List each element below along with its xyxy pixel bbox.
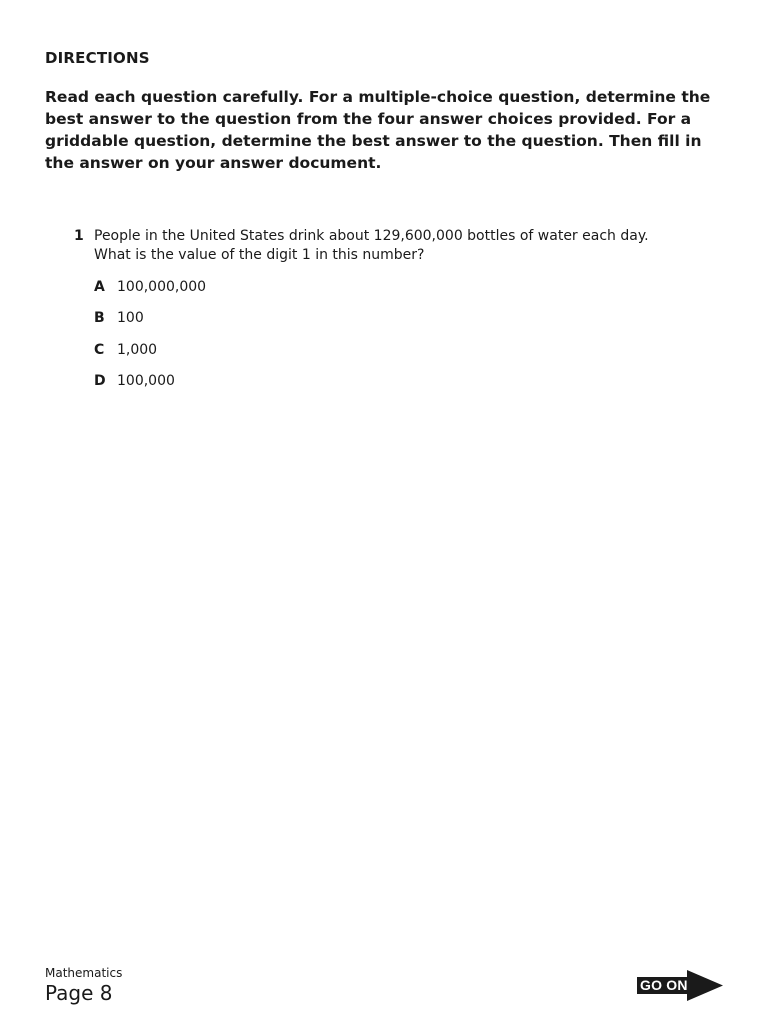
choice-letter: C [94, 341, 105, 358]
answer-choice-d[interactable] [94, 373, 206, 404]
go-on-arrow [635, 970, 723, 1001]
question-text [94, 227, 714, 265]
go-on-label: GO ON [637, 977, 691, 994]
directions-text: Read each question carefully. For a multiple-choice question, determine the best answer to the question from the four answer choices provided. For a griddable question, determine the best answer to the question. Then fill in the answer on your answer document. [45, 88, 711, 172]
choice-letter: B [94, 310, 105, 327]
choice-text: 1,000 [117, 341, 158, 358]
answer-choice-a[interactable] [94, 279, 206, 310]
footer-subject: Mathematics [45, 966, 123, 980]
answer-choice-c[interactable] [94, 342, 206, 373]
answer-choice-b[interactable] [94, 310, 206, 341]
choice-text: 100 [117, 310, 144, 327]
answer-choices [94, 279, 206, 404]
choice-text: 100,000,000 [117, 279, 207, 295]
choice-text: 100,000 [117, 372, 175, 389]
choice-letter: A [94, 279, 105, 295]
directions-heading: DIRECTIONS [45, 49, 150, 67]
question-text-line-2: What is the value of the digit 1 in this number? [94, 247, 425, 263]
footer-page-number: Page 8 [45, 981, 113, 1005]
question-1 [74, 227, 714, 265]
question-number: 1 [74, 228, 84, 244]
choice-letter: D [94, 372, 106, 389]
question-text-line-1: People in the United States drink about 129,600,000 bottles of water each day. [94, 228, 649, 244]
